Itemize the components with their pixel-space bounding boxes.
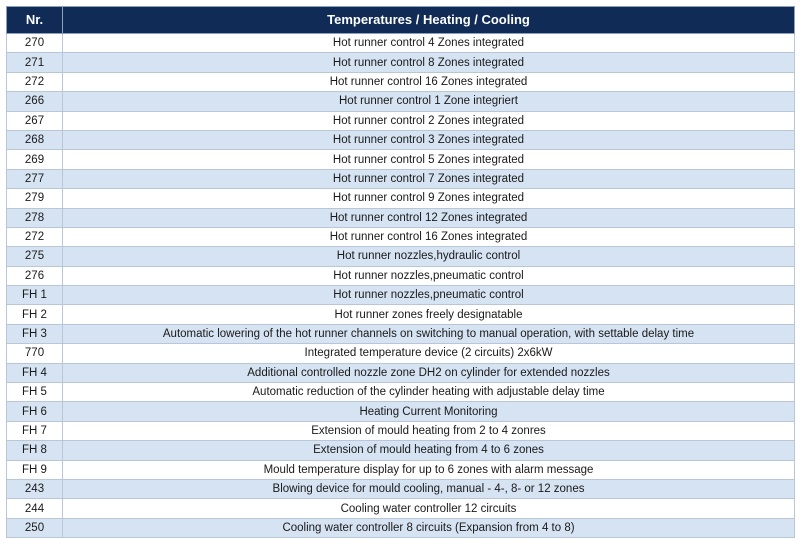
row-description: Hot runner control 1 Zone integriert	[63, 92, 795, 111]
table-row	[7, 189, 795, 208]
row-description: Cooling water controller 8 circuits (Expansion from 4 to 8)	[63, 518, 795, 537]
table-row	[7, 460, 795, 479]
table-row	[7, 363, 795, 382]
table-row	[7, 441, 795, 460]
column-header-nr: Nr.	[7, 7, 63, 34]
options-table	[6, 6, 795, 538]
header-row	[7, 7, 795, 34]
row-description: Automatic lowering of the hot runner channels on switching to manual operation, with settable delay time	[63, 324, 795, 343]
table-row	[7, 92, 795, 111]
table-row	[7, 479, 795, 498]
row-description: Hot runner nozzles,pneumatic control	[63, 286, 795, 305]
row-description: Hot runner nozzles,pneumatic control	[63, 266, 795, 285]
table-row	[7, 383, 795, 402]
row-description: Hot runner control 7 Zones integrated	[63, 169, 795, 188]
row-number: 267	[7, 111, 63, 130]
table-row	[7, 518, 795, 537]
table-row	[7, 208, 795, 227]
row-description: Hot runner control 16 Zones integrated	[63, 227, 795, 246]
row-number: FH 8	[7, 441, 63, 460]
row-number: 271	[7, 53, 63, 72]
table-row	[7, 421, 795, 440]
row-number: FH 5	[7, 383, 63, 402]
row-description: Hot runner control 4 Zones integrated	[63, 34, 795, 53]
table-row	[7, 34, 795, 53]
row-number: FH 4	[7, 363, 63, 382]
row-description: Cooling water controller 12 circuits	[63, 499, 795, 518]
row-number: 268	[7, 130, 63, 149]
row-description: Extension of mould heating from 4 to 6 zones	[63, 441, 795, 460]
row-description: Hot runner zones freely designatable	[63, 305, 795, 324]
row-description: Hot runner control 9 Zones integrated	[63, 189, 795, 208]
row-number: 277	[7, 169, 63, 188]
row-number: 276	[7, 266, 63, 285]
row-description: Hot runner control 8 Zones integrated	[63, 53, 795, 72]
row-number: 272	[7, 227, 63, 246]
table-header	[7, 7, 795, 34]
row-description: Extension of mould heating from 2 to 4 zonres	[63, 421, 795, 440]
row-description: Additional controlled nozzle zone DH2 on cylinder for extended nozzles	[63, 363, 795, 382]
table-row	[7, 344, 795, 363]
row-description: Heating Current Monitoring	[63, 402, 795, 421]
table-row	[7, 53, 795, 72]
options-table-container	[6, 6, 794, 538]
table-row	[7, 130, 795, 149]
row-number: FH 7	[7, 421, 63, 440]
row-number: FH 6	[7, 402, 63, 421]
row-description: Hot runner control 3 Zones integrated	[63, 130, 795, 149]
row-description: Automatic reduction of the cylinder heating with adjustable delay time	[63, 383, 795, 402]
table-row	[7, 266, 795, 285]
table-row	[7, 150, 795, 169]
row-description: Hot runner nozzles,hydraulic control	[63, 247, 795, 266]
table-row	[7, 247, 795, 266]
row-description: Hot runner control 2 Zones integrated	[63, 111, 795, 130]
table-row	[7, 286, 795, 305]
table-row	[7, 169, 795, 188]
row-number: FH 2	[7, 305, 63, 324]
table-row	[7, 305, 795, 324]
table-row	[7, 72, 795, 91]
table-row	[7, 111, 795, 130]
row-number: 269	[7, 150, 63, 169]
column-header-title: Temperatures / Heating / Cooling	[63, 7, 795, 34]
row-description: Integrated temperature device (2 circuits) 2x6kW	[63, 344, 795, 363]
table-row	[7, 402, 795, 421]
row-number: 272	[7, 72, 63, 91]
row-number: 243	[7, 479, 63, 498]
row-number: 279	[7, 189, 63, 208]
row-number: FH 3	[7, 324, 63, 343]
row-number: 270	[7, 34, 63, 53]
row-description: Mould temperature display for up to 6 zones with alarm message	[63, 460, 795, 479]
row-description: Hot runner control 5 Zones integrated	[63, 150, 795, 169]
row-number: 770	[7, 344, 63, 363]
row-number: 278	[7, 208, 63, 227]
row-number: FH 9	[7, 460, 63, 479]
table-row	[7, 227, 795, 246]
row-number: FH 1	[7, 286, 63, 305]
row-number: 244	[7, 499, 63, 518]
row-number: 266	[7, 92, 63, 111]
table-row	[7, 324, 795, 343]
row-description: Hot runner control 16 Zones integrated	[63, 72, 795, 91]
table-row	[7, 499, 795, 518]
row-description: Blowing device for mould cooling, manual - 4-, 8- or 12 zones	[63, 479, 795, 498]
row-description: Hot runner control 12 Zones integrated	[63, 208, 795, 227]
row-number: 275	[7, 247, 63, 266]
row-number: 250	[7, 518, 63, 537]
table-body	[7, 34, 795, 538]
